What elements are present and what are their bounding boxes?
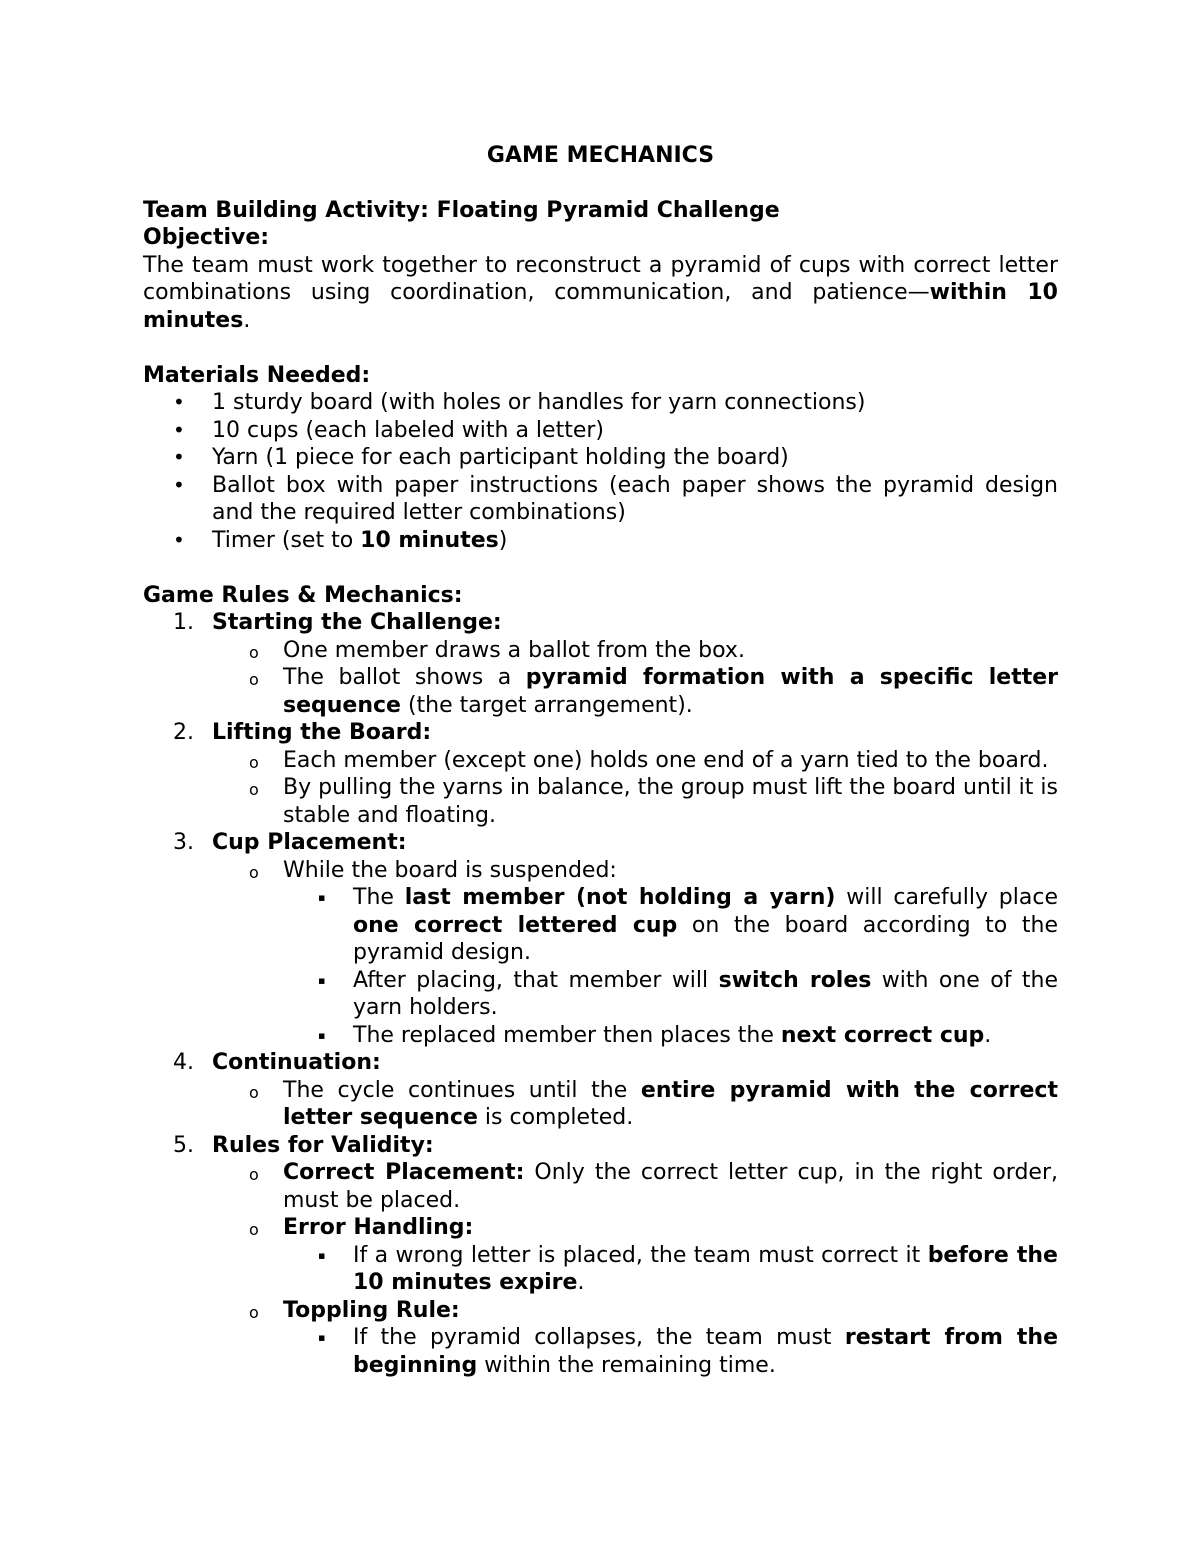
list-item: ▪ If the pyramid collapses, the team must restart from the beginning within the remaining time. bbox=[318, 1325, 1058, 1378]
rules-list bbox=[143, 609, 1058, 1379]
list-item: ▪ After placing, that member will switch roles with one of the yarn holders. bbox=[318, 967, 1058, 1020]
rule-section-heading: 4. Continuation: bbox=[173, 1050, 381, 1075]
square-bullet-icon: ▪ bbox=[318, 973, 326, 987]
list-item: • Ballot box with paper instructions (each paper shows the pyramid design and the required letter combinations) bbox=[173, 472, 1058, 525]
list-item: • Timer (set to 10 minutes) bbox=[173, 527, 508, 553]
rules-heading: Game Rules & Mechanics: bbox=[143, 582, 463, 608]
list-item: • 1 sturdy board (with holes or handles for yarn connections) bbox=[173, 390, 866, 415]
bullet-icon: • bbox=[173, 445, 185, 469]
list-item: o The cycle continues until the entire pyramid with the correct letter sequence is completed. bbox=[249, 1077, 1058, 1130]
rule-section-heading: 2. Lifting the Board: bbox=[173, 720, 432, 745]
circle-bullet-icon: o bbox=[249, 862, 259, 882]
document-content bbox=[143, 142, 1058, 1379]
square-bullet-icon: ▪ bbox=[318, 1331, 326, 1344]
bullet-icon: • bbox=[173, 527, 185, 552]
square-bullet-icon: ▪ bbox=[318, 891, 326, 904]
rule-section-heading: 3. Cup Placement: bbox=[173, 830, 407, 855]
circle-bullet-icon: o bbox=[249, 752, 259, 772]
list-item: o Correct Placement: Only the correct letter cup, in the right order, must be placed. bbox=[249, 1160, 1058, 1213]
circle-bullet-icon: o bbox=[249, 1220, 259, 1239]
list-item: o While the board is suspended: bbox=[143, 857, 1058, 885]
square-bullet-icon: ▪ bbox=[318, 1028, 326, 1042]
activity-heading: Team Building Activity: Floating Pyramid Challenge bbox=[143, 197, 780, 223]
square-bullet-icon: ▪ bbox=[318, 1248, 326, 1262]
bullet-icon: • bbox=[173, 472, 185, 497]
circle-bullet-icon: o bbox=[249, 642, 259, 662]
list-item: o Error Handling: bbox=[143, 1214, 1058, 1242]
objective-heading: Objective: bbox=[143, 225, 270, 250]
page-title: GAME MECHANICS bbox=[486, 143, 715, 168]
rule-section-heading: 1. Starting the Challenge: bbox=[173, 610, 502, 635]
list-item: • 10 cups (each labeled with a letter) bbox=[173, 417, 604, 443]
objective-text: The team must work together to reconstruct a pyramid of cups with correct letter combinations using coordination, communication, and patience—within 10 minutes. bbox=[143, 252, 1058, 333]
list-item: ▪ The replaced member then places the next correct cup. bbox=[318, 1022, 992, 1048]
circle-bullet-icon: o bbox=[249, 1165, 259, 1184]
circle-bullet-icon: o bbox=[249, 1302, 259, 1322]
list-item: • Yarn (1 piece for each participant holding the board) bbox=[173, 445, 789, 470]
circle-bullet-icon: o bbox=[249, 1082, 259, 1102]
bullet-icon: • bbox=[173, 417, 185, 442]
list-item: ▪ If a wrong letter is placed, the team must correct it before the 10 minutes expire. bbox=[318, 1242, 1058, 1295]
bullet-icon: • bbox=[173, 390, 185, 414]
list-item: ▪ The last member (not holding a yarn) will carefully place one correct lettered cup on the board according to the pyramid design. bbox=[318, 885, 1059, 965]
materials-list bbox=[143, 389, 1058, 554]
list-item: o One member draws a ballot from the box. bbox=[143, 637, 1058, 665]
list-item: o Toppling Rule: bbox=[143, 1297, 1058, 1325]
list-item: o By pulling the yarns in balance, the group must lift the board until it is stable and floating. bbox=[249, 775, 1058, 828]
circle-bullet-icon: o bbox=[249, 670, 259, 689]
list-item: o The ballot shows a pyramid formation with a specific letter sequence (the target arrangement). bbox=[249, 665, 1059, 718]
list-item: o Each member (except one) holds one end of a yarn tied to the board. bbox=[143, 747, 1058, 775]
rule-section-heading: 5. Rules for Validity: bbox=[173, 1132, 434, 1158]
materials-heading: Materials Needed: bbox=[143, 362, 371, 388]
circle-bullet-icon: o bbox=[249, 780, 259, 799]
